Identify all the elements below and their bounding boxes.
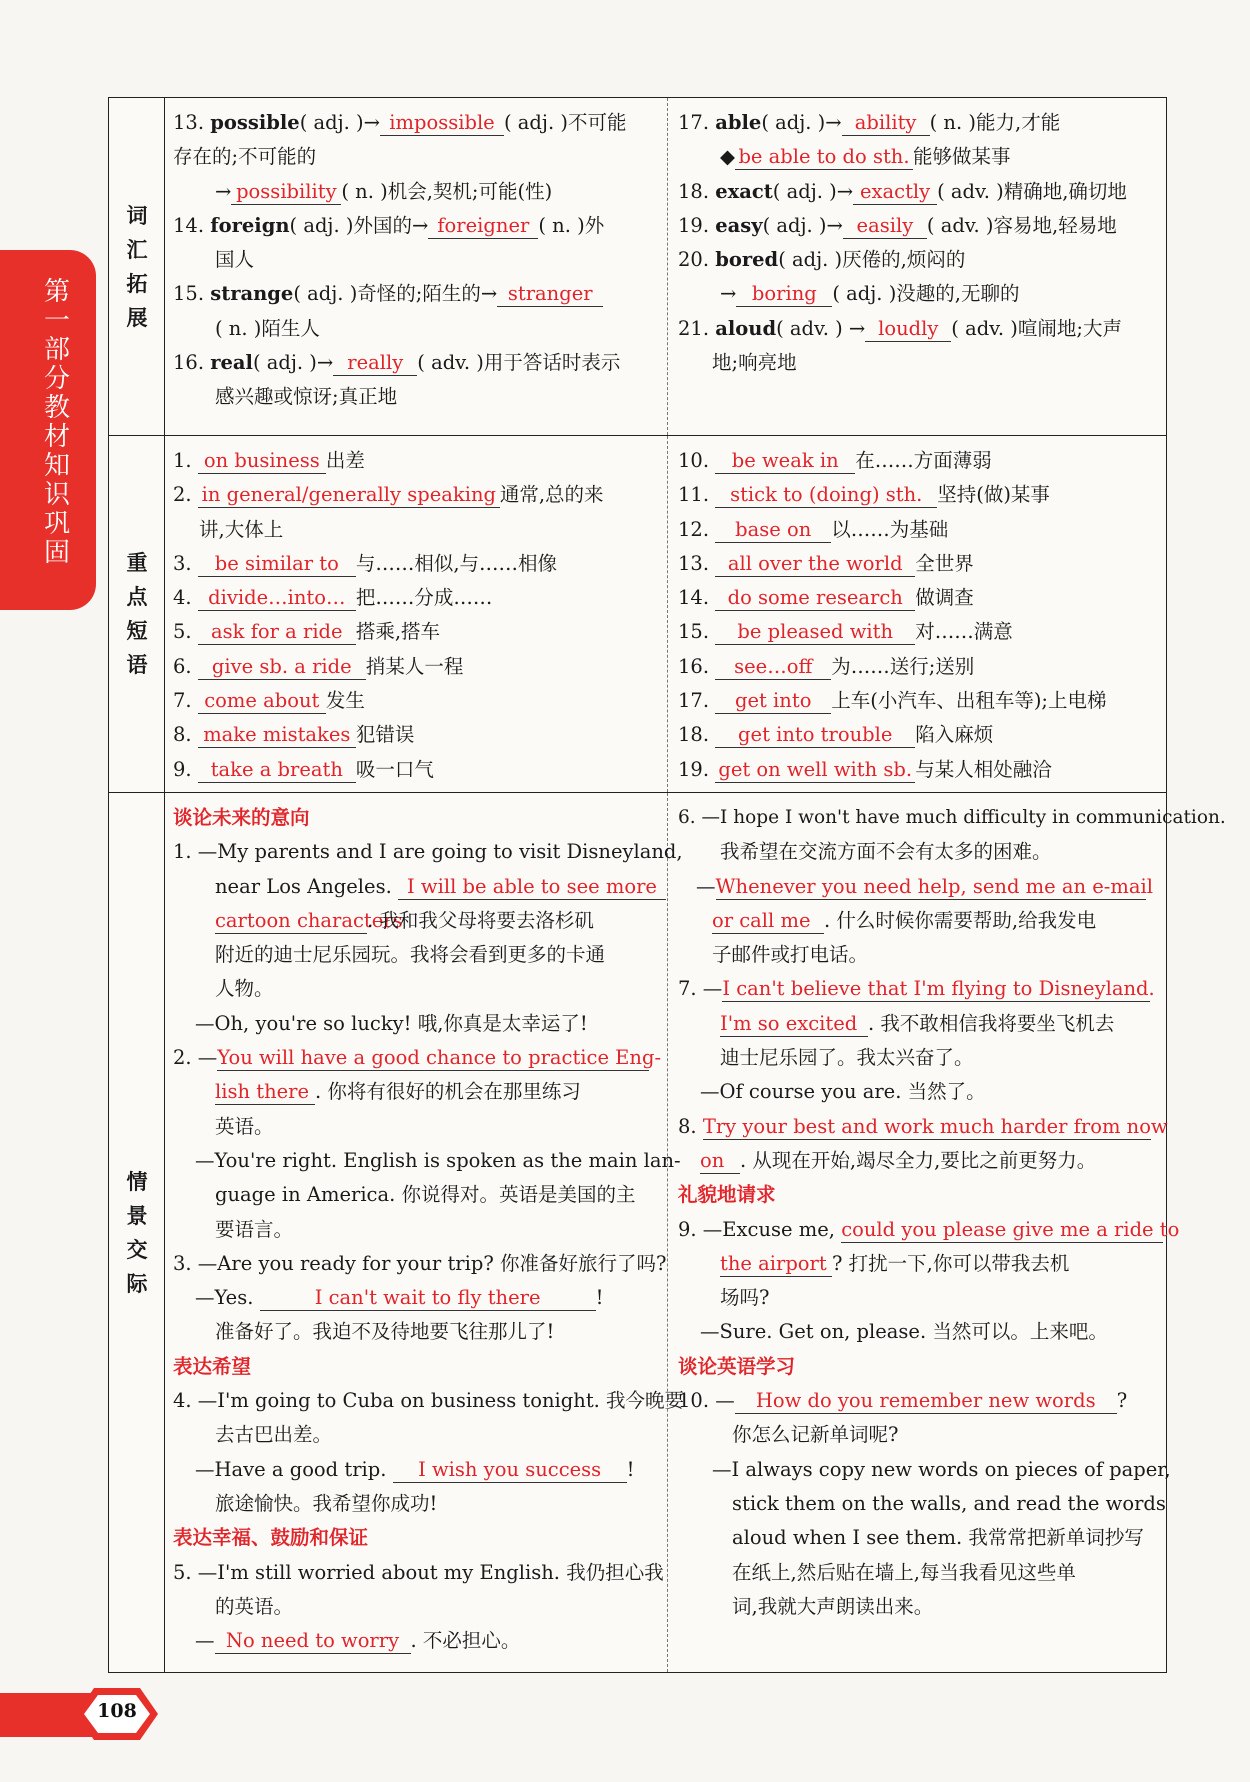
answer-blank: I wish you success <box>393 1458 627 1483</box>
dialog-line: 4. —I'm going to Cuba on business tonight. 我今晚要 <box>173 1389 685 1413</box>
dialog-line: —You're right. English is spoken as the main lan- <box>195 1148 681 1172</box>
vocab-item-19: 19. easy( adj. )→ easily ( adv. )容易地,轻易地 <box>678 213 1117 237</box>
answer-blank: make mistakes <box>198 723 356 748</box>
phrase-item: 9. take a breath 吸一口气 <box>173 757 434 781</box>
answer-blank: do some research <box>715 586 915 611</box>
vocab-item-20-derived: → boring ( adj. )没趣的,无聊的 <box>720 282 1020 306</box>
phrase-item: 10. be weak in 在……方面薄弱 <box>678 449 992 472</box>
dialog-line: I'm so excited . 我不敢相信我将要坐飞机去 <box>720 1011 1115 1035</box>
answer-blank: or call me <box>712 909 824 934</box>
answer-blank: get on well with sb. <box>715 758 915 783</box>
dialog-line: 5. —I'm still worried about my English. 我仍担心我 <box>173 1560 664 1584</box>
dialog-line: guage in America. 你说得对。英语是美国的主 <box>215 1183 636 1207</box>
answer-blank: boring <box>736 282 832 307</box>
dialog-label-cell <box>109 793 165 1672</box>
answer-blank: stick to (doing) sth. <box>715 483 937 508</box>
answer-blank: No need to worry <box>215 1629 411 1654</box>
side-tab-label: 第一部分 教材知识巩固 <box>43 277 70 568</box>
answer-blank: get into trouble <box>715 723 915 748</box>
dialog-line: 去古巴出差。 <box>215 1423 333 1447</box>
answer-blank: I'm so excited <box>720 1012 868 1037</box>
answer-blank: Try your best and work much harder from now <box>702 1114 1168 1138</box>
answer-blank: easily <box>843 214 927 239</box>
vocab-item-18: 18. exact( adj. )→ exactly ( adv. )精确地,确切地 <box>678 179 1127 203</box>
phrase-item: 1. on business 出差 <box>173 449 365 472</box>
phrases-label: 重点短语 <box>126 551 148 677</box>
dialog-line: cartoon characters. 我和我父母将要去洛杉矶 <box>215 908 594 932</box>
phrase-item-cont: 讲,大体上 <box>199 517 284 541</box>
answer-blank: cartoon characters <box>215 908 403 932</box>
answer-blank: the airport <box>720 1252 832 1277</box>
answer-blank: on <box>700 1149 740 1174</box>
vocab-item-13-derived: → possibility ( n. )机会,契机;可能(性) <box>215 179 553 203</box>
dialog-line: near Los Angeles. I will be able to see more <box>173 870 659 904</box>
answer-blank: in general/generally speaking <box>198 483 500 508</box>
phrase-item: 7. come about 发生 <box>173 689 365 713</box>
dialog-line: 人物。 <box>215 977 274 1001</box>
vocab-item-21: 21. aloud( adv. ) → loudly ( adv. )喧闹地;大声 <box>678 316 1122 340</box>
phrase-item: 17. get into 上车(小汽车、出租车等);上电梯 <box>678 689 1107 713</box>
vocab-item-20: 20. bored( adj. )厌倦的,烦闷的 <box>678 248 966 272</box>
phrase-item: 6. give sb. a ride 捎某人一程 <box>173 654 464 678</box>
vocab-item-17: 17. able( adj. )→ ability ( n. )能力,才能 <box>678 111 1061 134</box>
dialog-line: 子邮件或打电话。 <box>712 943 869 967</box>
phrase-item: 19. get on well with sb. 与某人相处融洽 <box>678 757 1052 781</box>
answer-blank: I can't wait to fly there <box>260 1286 596 1311</box>
vocab-left-column <box>173 106 659 415</box>
answer-blank: Whenever you need help, send me an e-mail <box>715 874 1153 898</box>
dialog-line: 场吗? <box>720 1286 770 1310</box>
answer-blank: You will have a good chance to practice Eng- <box>217 1046 662 1070</box>
phrases-left-column <box>173 444 659 787</box>
dialog-line: 9. —Excuse me, could you please give me a ride to <box>678 1217 1180 1241</box>
dialog-line: —Whenever you need help, send me an e-mail <box>696 874 1153 898</box>
answer-blank: could you please give me a ride to <box>841 1217 1180 1241</box>
vocab-item-13-cont: 存在的;不可能的 <box>173 145 317 169</box>
section-heading: 谈论未来的意向 <box>173 806 310 829</box>
section-heading: 表达希望 <box>173 1354 252 1378</box>
dialog-line: 10. — How do you remember new words ? <box>678 1389 1128 1413</box>
section-heading: 礼貌地请求 <box>678 1183 776 1207</box>
answer-blank: exactly <box>853 180 937 205</box>
dialog-line: or call me . 什么时候你需要帮助,给我发电 <box>712 908 1097 932</box>
dialog-line: stick them on the walls, and read the words <box>732 1491 1166 1515</box>
dialog-line: 2. —You will have a good chance to practice Eng- <box>173 1046 662 1070</box>
answer-blank: be pleased with <box>715 620 915 645</box>
column-divider <box>667 98 668 435</box>
answer-blank: stranger <box>497 282 603 307</box>
dialog-line: —Of course you are. 当然了。 <box>700 1080 986 1104</box>
answer-blank: loudly <box>865 317 951 342</box>
page-number: 108 <box>97 1700 137 1722</box>
dialog-right-column <box>678 801 1226 1624</box>
dialog-line: 词,我就大声朗读出来。 <box>732 1594 934 1618</box>
answer-blank: possibility <box>231 180 341 205</box>
answer-blank: I can't believe that I'm flying to Disneyland. <box>722 977 1155 1001</box>
answer-blank: give sb. a ride <box>198 655 366 680</box>
answer-blank: come about <box>198 689 326 714</box>
answer-blank: ability <box>842 111 930 136</box>
answer-blank: ask for a ride <box>198 620 356 645</box>
dialog-line: 旅途愉快。我希望你成功! <box>215 1491 438 1515</box>
vocab-item-14-cont: 国人 <box>215 248 255 272</box>
dialog-line: 准备好了。我迫不及待地要飞往那儿了! <box>215 1320 555 1344</box>
answer-blank: see…off <box>715 655 831 680</box>
dialog-line: 要语言。 <box>215 1217 294 1241</box>
content-table <box>108 97 1226 1673</box>
dialog-line: 1. —My parents and I are going to visit Disneyland, <box>173 840 683 864</box>
dialog-line: —Yes. I can't wait to fly there ! <box>195 1286 604 1310</box>
dialog-line: —Sure. Get on, please. 当然可以。上来吧。 <box>700 1320 1108 1344</box>
phrase-item: 5. ask for a ride 搭乘,搭车 <box>173 620 441 644</box>
phrase-item: 3. be similar to 与……相似,与……相像 <box>173 551 558 575</box>
vocab-label-cell <box>109 98 165 435</box>
section-side-tab <box>0 250 96 610</box>
answer-blank: all over the world <box>715 552 915 577</box>
dialog-line: 7. —I can't believe that I'm flying to Disneyland. <box>678 977 1155 1001</box>
dialog-line: —Oh, you're so lucky! 哦,你真是太幸运了! <box>195 1011 588 1035</box>
answer-blank: How do you remember new words <box>735 1389 1117 1414</box>
vocab-item-13: 13. possible( adj. )→ impossible ( adj. )不可能 <box>173 111 627 134</box>
answer-blank: be similar to <box>198 552 356 577</box>
dialog-line: 我希望在交流方面不会有太多的困难。 <box>720 840 1052 864</box>
phrase-item: 12. base on 以……为基础 <box>678 517 949 541</box>
dialog-line: —I always copy new words on pieces of paper, <box>712 1457 1171 1481</box>
vocab-item-21-cont: 地;响亮地 <box>712 351 797 375</box>
answer-blank: get into <box>715 689 831 714</box>
phrases-row <box>109 436 1166 793</box>
vocab-item-15-cont: ( n. )陌生人 <box>215 316 320 340</box>
vocab-right-column <box>678 106 1160 380</box>
answer-blank: be able to do sth. <box>735 145 913 170</box>
dialog-line: 3. —Are you ready for your trip? 你准备好旅行了吗? <box>173 1251 667 1275</box>
answer-blank: divide…into… <box>198 586 356 611</box>
phrase-item: 2. in general/generally speaking 通常,总的来 <box>173 483 604 507</box>
answer-blank: really <box>333 351 417 376</box>
section-heading: 表达幸福、鼓励和保证 <box>173 1526 369 1550</box>
answer-blank: on business <box>198 449 326 474</box>
dialog-label: 情景交际 <box>126 1169 148 1296</box>
phrase-item: 8. make mistakes 犯错误 <box>173 723 415 747</box>
dialog-line: — No need to worry . 不必担心。 <box>195 1629 521 1653</box>
answer-blank: base on <box>715 518 831 543</box>
dialog-line: 6. —I hope I won't have much difficulty in communication. <box>678 807 1226 828</box>
phrase-item: 15. be pleased with 对……满意 <box>678 620 1013 644</box>
dialog-row <box>109 793 1226 1672</box>
phrase-item: 14. do some research 做调查 <box>678 586 974 610</box>
dialog-line: 附近的迪士尼乐园玩。我将会看到更多的卡通 <box>215 943 606 967</box>
dialog-line: 迪士尼乐园了。我太兴奋了。 <box>720 1046 974 1070</box>
section-heading: 谈论英语学习 <box>678 1354 796 1378</box>
dialog-line: 8. Try your best and work much harder from now <box>678 1114 1168 1138</box>
phrase-item: 11. stick to (doing) sth. 坚持(做)某事 <box>678 483 1050 507</box>
phrase-item: 4. divide…into… 把……分成…… <box>173 586 493 610</box>
dialog-line: aloud when I see them. 我常常把新单词抄写 <box>732 1526 1144 1550</box>
vocab-item-17-phrase: ◆ be able to do sth. 能够做某事 <box>720 145 1011 169</box>
dialog-line: 英语。 <box>215 1114 274 1138</box>
column-divider <box>667 436 668 792</box>
dialog-line: the airport ? 打扰一下,你可以带我去机 <box>720 1251 1070 1275</box>
phrase-item: 18. get into trouble 陷入麻烦 <box>678 723 994 747</box>
dialog-line: 的英语。 <box>215 1594 294 1618</box>
dialog-line: —Have a good trip. I wish you success ! <box>195 1457 635 1481</box>
phrases-right-column <box>678 444 1160 787</box>
answer-blank: impossible <box>380 111 504 136</box>
dialog-line: on . 从现在开始,竭尽全力,要比之前更努力。 <box>700 1148 1097 1172</box>
answer-blank: be weak in <box>715 449 855 474</box>
phrases-label-cell <box>109 436 165 792</box>
column-divider <box>667 793 668 1672</box>
dialog-left-column <box>173 801 685 1658</box>
answer-blank: take a breath <box>198 758 356 783</box>
vocab-item-15: 15. strange( adj. )奇怪的;陌生的→ stranger <box>173 277 659 311</box>
phrase-item: 13. all over the world 全世界 <box>678 551 974 575</box>
vocab-item-14: 14. foreign( adj. )外国的→ foreigner ( n. )外 <box>173 213 605 237</box>
dialog-line: 你怎么记新单词呢? <box>732 1423 899 1447</box>
vocab-label: 词汇拓展 <box>126 203 148 330</box>
answer-blank: I will be able to see more <box>398 875 666 900</box>
answer-blank: lish there <box>215 1080 315 1105</box>
dialog-line: 在纸上,然后贴在墙上,每当我看见这些单 <box>732 1560 1076 1584</box>
dialog-line: lish there . 你将有很好的机会在那里练习 <box>215 1080 581 1104</box>
vocab-item-16-cont: 感兴趣或惊讶;真正地 <box>215 385 398 409</box>
phrase-item: 16. see…off 为……送行;送别 <box>678 654 975 678</box>
vocab-item-16: 16. real( adj. )→ really ( adv. )用于答话时表示 <box>173 351 621 375</box>
answer-blank: foreigner <box>428 214 538 239</box>
vocab-row <box>109 98 1166 436</box>
